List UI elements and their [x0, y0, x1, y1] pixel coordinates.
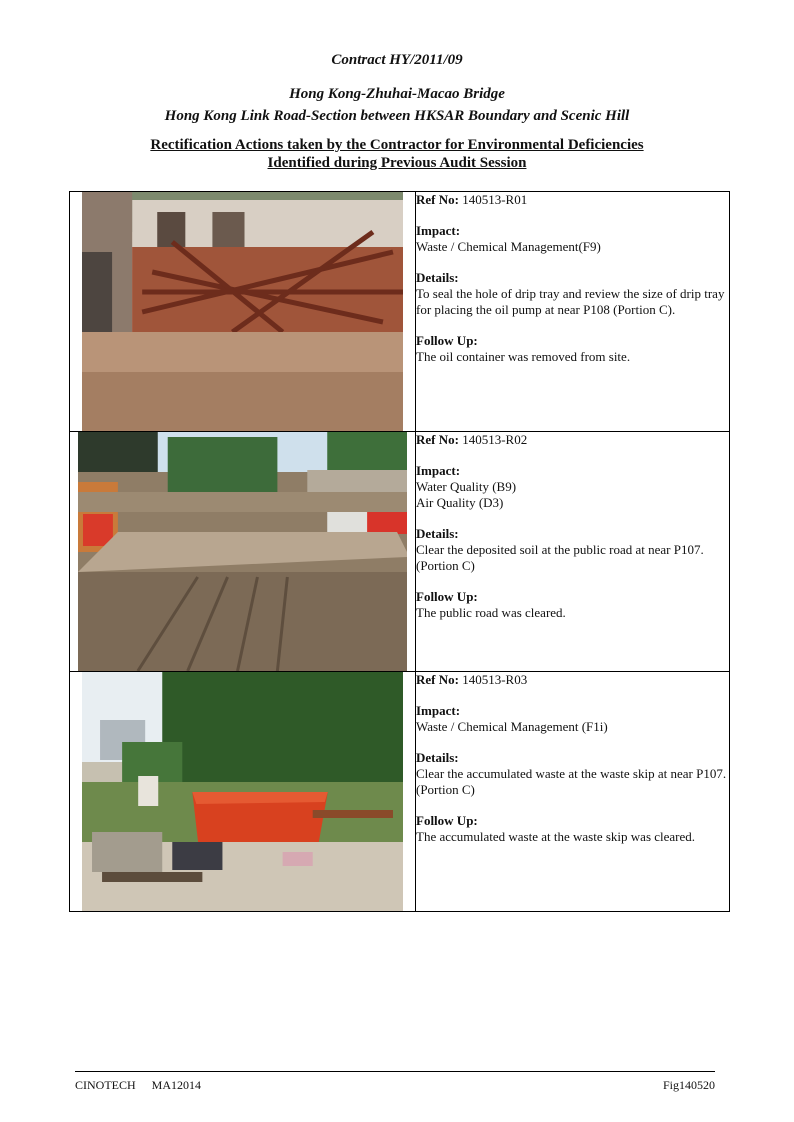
- details-label: Details:: [416, 526, 459, 541]
- report-title-line-2: Identified during Previous Audit Session: [267, 155, 527, 171]
- footer-left: [75, 1078, 201, 1093]
- photo-cell: [70, 432, 416, 672]
- site-photo-public-road: [78, 432, 407, 671]
- rectification-table: [69, 191, 730, 912]
- ref-no: [416, 432, 729, 448]
- details-value: To seal the hole of drip tray and review the size of drip tray for placing the oil pump at near P108 (Portion C).: [416, 286, 725, 317]
- follow-up-value: The public road was cleared.: [416, 605, 566, 620]
- follow-up-value: The accumulated waste at the waste skip was cleared.: [416, 829, 696, 844]
- follow-up-label: Follow Up:: [416, 813, 478, 828]
- ref-no-value: 140513-R01: [462, 192, 528, 207]
- ref-no-label: Ref No:: [416, 432, 459, 447]
- impact-value: Water Quality (B9): [416, 479, 517, 494]
- ref-no: [416, 672, 729, 688]
- follow-up-label: Follow Up:: [416, 589, 478, 604]
- deficiency-details: [416, 192, 730, 432]
- impact-value: Waste / Chemical Management(F9): [416, 239, 601, 254]
- site-photo-waste-skip: [82, 672, 403, 911]
- impact-value: Waste / Chemical Management (F1i): [416, 719, 608, 734]
- project-title: Hong Kong-Zhuhai-Macao Bridge: [289, 86, 505, 102]
- impact-label: Impact:: [416, 703, 461, 718]
- ref-no-value: 140513-R02: [462, 432, 528, 447]
- footer-company: CINOTECH: [75, 1078, 136, 1092]
- table-row: [70, 192, 730, 432]
- deficiency-details: [416, 432, 730, 672]
- footer-divider: [75, 1071, 715, 1072]
- follow-up-value: The oil container was removed from site.: [416, 349, 631, 364]
- footer-figure-number: Fig140520: [662, 1078, 715, 1092]
- impact-label: Impact:: [416, 463, 461, 478]
- contract-number: Contract HY/2011/09: [331, 52, 463, 68]
- photo-cell: [70, 672, 416, 912]
- details-label: Details:: [416, 270, 459, 285]
- table-row: [70, 672, 730, 912]
- ref-no-label: Ref No:: [416, 672, 459, 687]
- ref-no: [416, 192, 729, 208]
- section-title: Hong Kong Link Road-Section between HKSAR Boundary and Scenic Hill: [164, 108, 630, 124]
- details-value: Clear the deposited soil at the public road at near P107. (Portion C): [416, 542, 704, 573]
- table-row: [70, 432, 730, 672]
- site-photo-scaffolding: [82, 192, 403, 431]
- photo-cell: [70, 192, 416, 432]
- ref-no-label: Ref No:: [416, 192, 459, 207]
- impact-value: Air Quality (D3): [416, 495, 504, 510]
- report-title-line-1: Rectification Actions taken by the Contractor for Environmental Deficiencies: [150, 137, 644, 153]
- follow-up-label: Follow Up:: [416, 333, 478, 348]
- footer-report-id: MA12014: [151, 1078, 202, 1092]
- details-label: Details:: [416, 750, 459, 765]
- details-value: Clear the accumulated waste at the waste skip at near P107. (Portion C): [416, 766, 727, 797]
- impact-label: Impact:: [416, 223, 461, 238]
- ref-no-value: 140513-R03: [462, 672, 528, 687]
- deficiency-details: [416, 672, 730, 912]
